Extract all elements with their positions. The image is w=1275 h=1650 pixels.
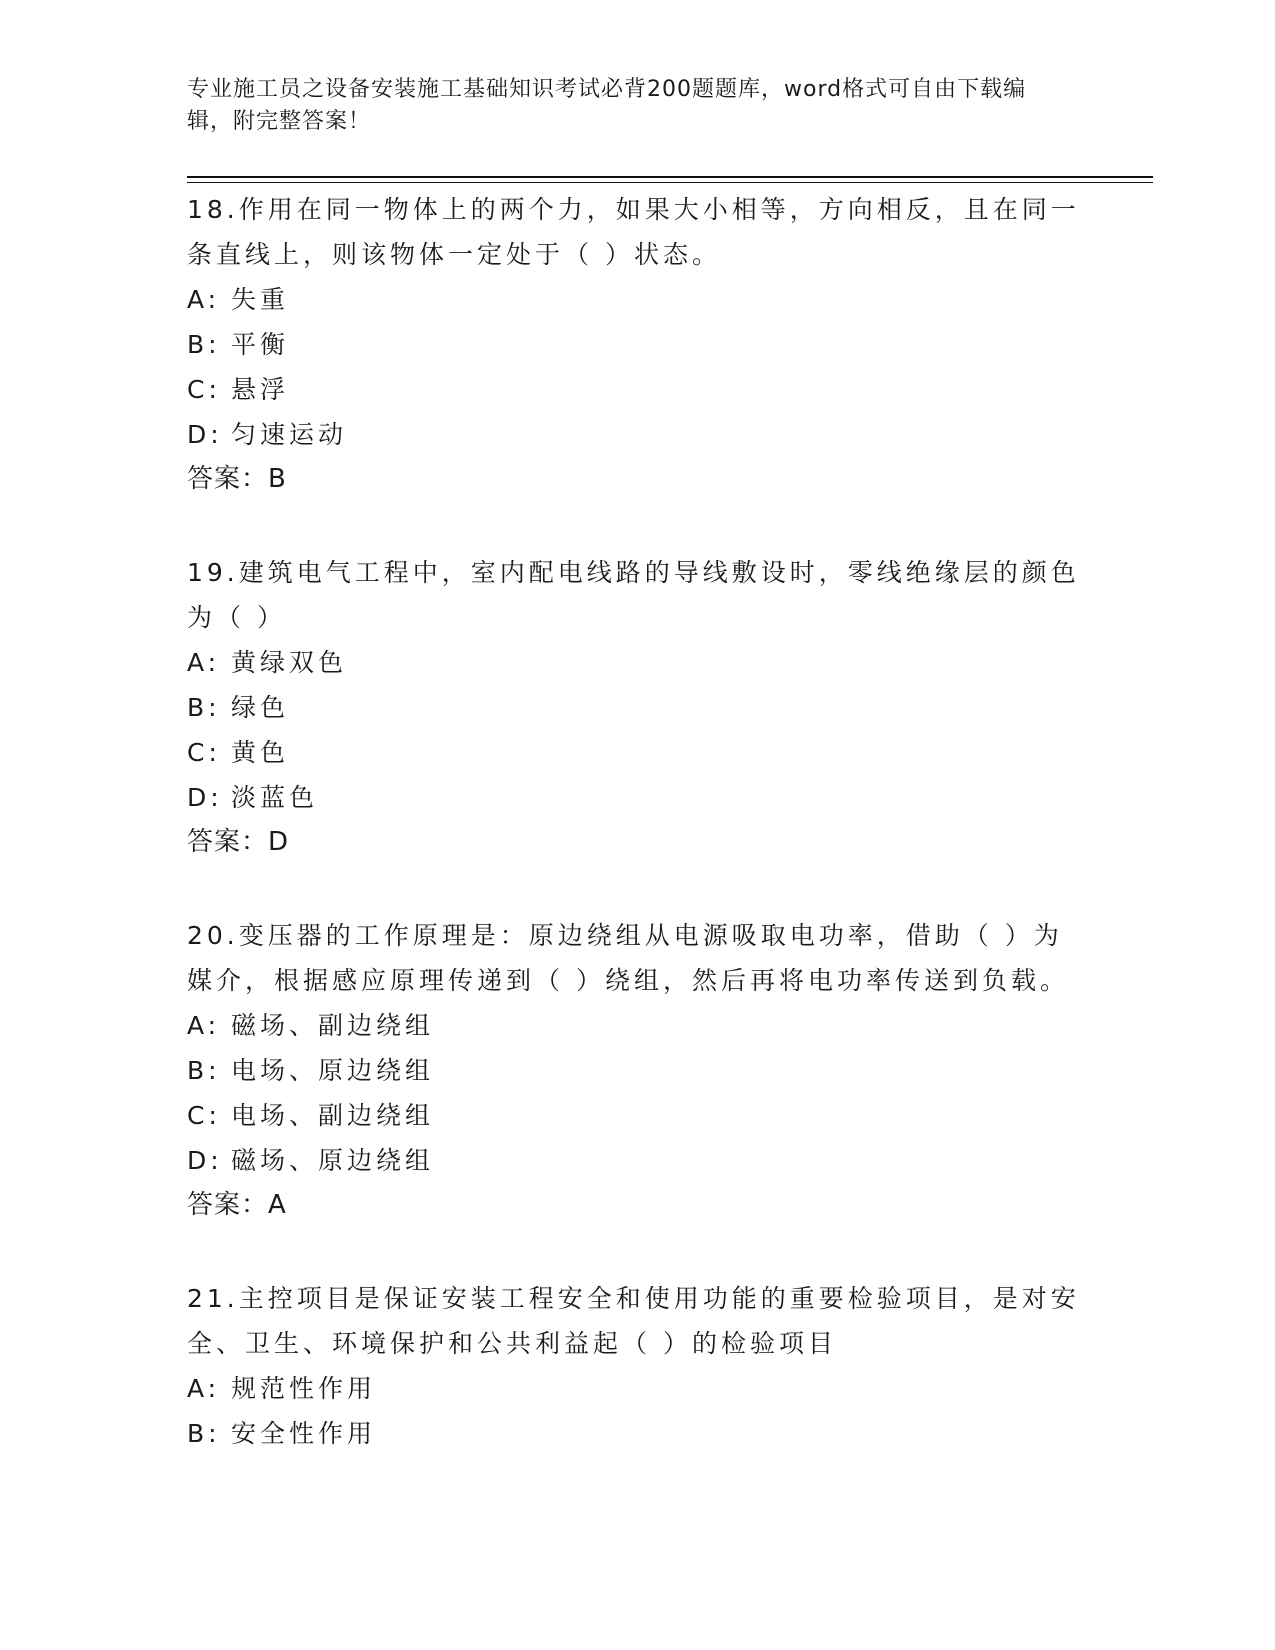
document-header: 专业施工员之设备安装施工基础知识考试必背200题题库，word格式可自由下载编辑，附完整答案！: [187, 77, 1027, 134]
question-21: [187, 1276, 1087, 1456]
header-divider-thick: [187, 176, 1153, 178]
answer-line: 答案：B: [187, 464, 287, 494]
option-c: [187, 367, 1087, 412]
option-text: 悬浮: [231, 375, 290, 404]
question-stem: 20.变压器的工作原理是：原边绕组从电源吸取电功率，借助（ ）为媒介，根据感应原理传递到（ ）绕组，然后再将电功率传送到负载。: [187, 921, 1069, 995]
option-text: 黄色: [231, 738, 290, 767]
option-letter: B:: [187, 1056, 221, 1085]
option-letter: B:: [187, 693, 221, 722]
option-letter: C:: [187, 738, 221, 767]
option-b: [187, 1411, 1087, 1456]
option-text: 匀速运动: [231, 420, 348, 449]
option-text: 电场、原边绕组: [231, 1056, 435, 1085]
option-b: [187, 1048, 1087, 1093]
option-d: [187, 1138, 1087, 1183]
option-letter: A:: [187, 1011, 221, 1040]
option-a: [187, 640, 1087, 685]
option-b: [187, 685, 1087, 730]
question-stem: 21.主控项目是保证安装工程安全和使用功能的重要检验项目，是对安全、卫生、环境保护和公共利益起（ ）的检验项目: [187, 1284, 1080, 1358]
option-b: [187, 322, 1087, 367]
option-d: [187, 775, 1087, 820]
header-divider-thin: [187, 182, 1153, 183]
option-a: [187, 1366, 1087, 1411]
option-text: 规范性作用: [231, 1374, 377, 1403]
question-18: [187, 187, 1087, 502]
question-stem: 18.作用在同一物体上的两个力，如果大小相等，方向相反，且在同一条直线上，则该物体一定处于（ ）状态。: [187, 195, 1080, 269]
option-text: 安全性作用: [231, 1419, 377, 1448]
question-20: [187, 913, 1087, 1228]
option-letter: C:: [187, 1101, 221, 1130]
option-text: 平衡: [231, 330, 290, 359]
option-letter: B:: [187, 1419, 221, 1448]
option-c: [187, 1093, 1087, 1138]
option-letter: D:: [187, 1146, 223, 1175]
option-c: [187, 730, 1087, 775]
option-text: 磁场、副边绕组: [231, 1011, 435, 1040]
option-text: 黄绿双色: [231, 648, 348, 677]
answer-line: 答案：D: [187, 827, 290, 857]
option-text: 电场、副边绕组: [231, 1101, 435, 1130]
option-text: 绿色: [231, 693, 290, 722]
option-letter: C:: [187, 375, 221, 404]
option-a: [187, 1003, 1087, 1048]
option-letter: A:: [187, 285, 221, 314]
option-a: [187, 277, 1087, 322]
option-text: 淡蓝色: [231, 783, 319, 812]
option-text: 磁场、原边绕组: [231, 1146, 435, 1175]
question-stem: 19.建筑电气工程中，室内配电线路的导线敷设时，零线绝缘层的颜色为（ ）: [187, 558, 1080, 632]
option-letter: A:: [187, 1374, 221, 1403]
answer-line: 答案：A: [187, 1190, 287, 1220]
option-letter: B:: [187, 330, 221, 359]
option-letter: D:: [187, 783, 223, 812]
option-letter: A:: [187, 648, 221, 677]
question-19: [187, 550, 1087, 865]
option-letter: D:: [187, 420, 223, 449]
option-d: [187, 412, 1087, 457]
option-text: 失重: [231, 285, 290, 314]
